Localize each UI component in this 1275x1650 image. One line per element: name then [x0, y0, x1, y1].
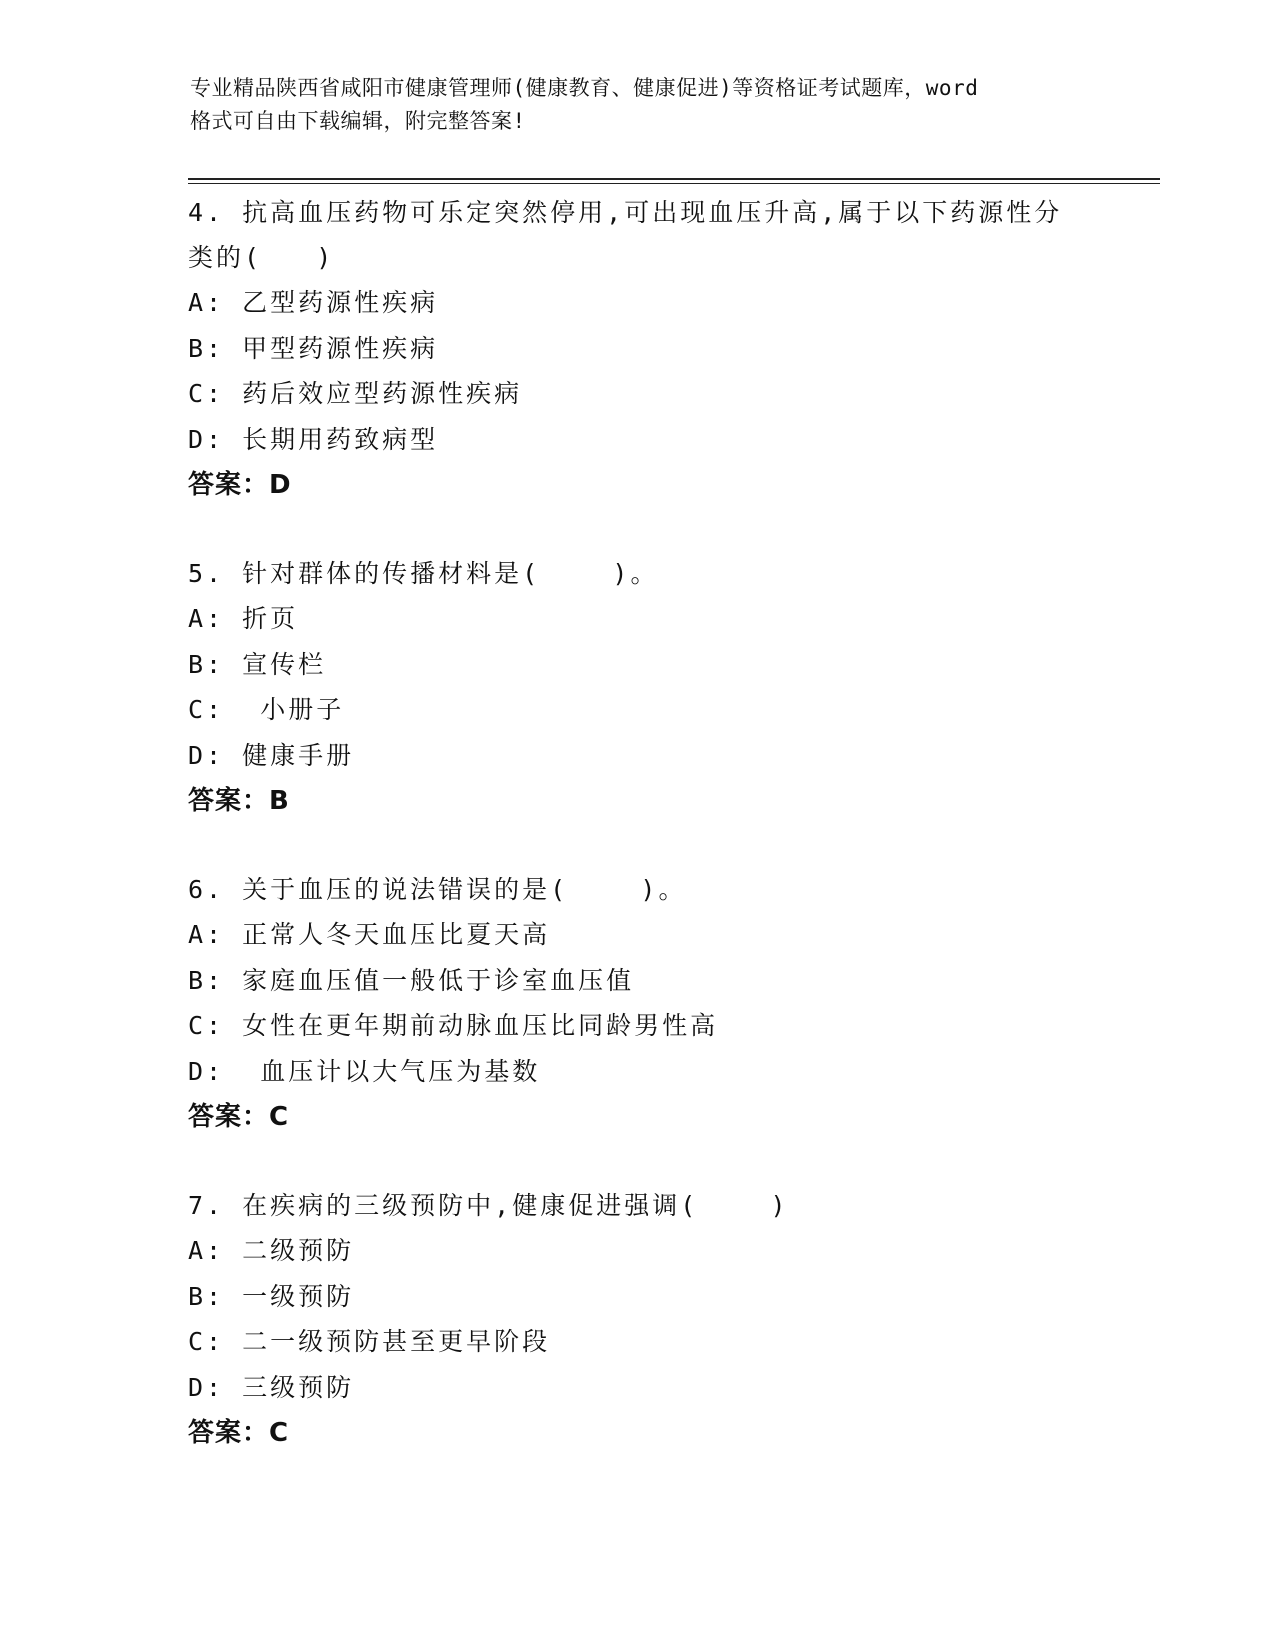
- header-line-2: 格式可自由下载编辑，附完整答案!: [190, 109, 526, 133]
- option-d: D: 三级预防: [188, 1372, 355, 1402]
- question-text: 7. 在疾病的三级预防中,健康促进强调( ): [188, 1191, 789, 1220]
- option-d: D: 长期用药致病型: [188, 424, 439, 454]
- header-line-1: 专业精品陕西省咸阳市健康管理师(健康教育、健康促进)等资格证考试题库，word: [190, 76, 979, 100]
- answer: 答案：D: [188, 470, 292, 500]
- question-7: [188, 1183, 1088, 1456]
- option-a: A: 二级预防: [188, 1236, 355, 1265]
- option-b: B: 甲型药源性疾病: [188, 333, 439, 363]
- question-list: [188, 190, 1088, 1499]
- option-a: A: 折页: [188, 604, 299, 633]
- option-b: B: 一级预防: [188, 1281, 355, 1311]
- option-b: B: 宣传栏: [188, 649, 327, 679]
- option-c: C: 女性在更年期前动脉血压比同龄男性高: [188, 1011, 719, 1040]
- question-6: [188, 867, 1088, 1140]
- document-header: [190, 72, 1090, 138]
- option-c: C: 小册子: [188, 695, 345, 724]
- option-c: C: 药后效应型药源性疾病: [188, 379, 523, 408]
- question-text: 6. 关于血压的说法错误的是( )。: [188, 875, 687, 904]
- option-c: C: 二一级预防甚至更早阶段: [188, 1327, 551, 1356]
- question-text: 4. 抗高血压药物可乐定突然停用,可出现血压升高,属于以下药源性分: [188, 198, 1063, 227]
- option-b: B: 家庭血压值一般低于诊室血压值: [188, 965, 635, 995]
- option-d: D: 健康手册: [188, 740, 355, 770]
- option-a: A: 正常人冬天血压比夏天高: [188, 920, 551, 949]
- option-a: A: 乙型药源性疾病: [188, 288, 439, 317]
- question-5: [188, 551, 1088, 824]
- question-text: 5. 针对群体的传播材料是( )。: [188, 559, 659, 588]
- answer: 答案：C: [188, 1102, 290, 1132]
- answer: 答案：B: [188, 786, 290, 816]
- option-d: D: 血压计以大气压为基数: [188, 1056, 541, 1086]
- question-4: [188, 190, 1088, 508]
- header-divider: [188, 178, 1160, 184]
- question-text-continued: 类的( ): [188, 243, 335, 272]
- answer: 答案：C: [188, 1418, 290, 1448]
